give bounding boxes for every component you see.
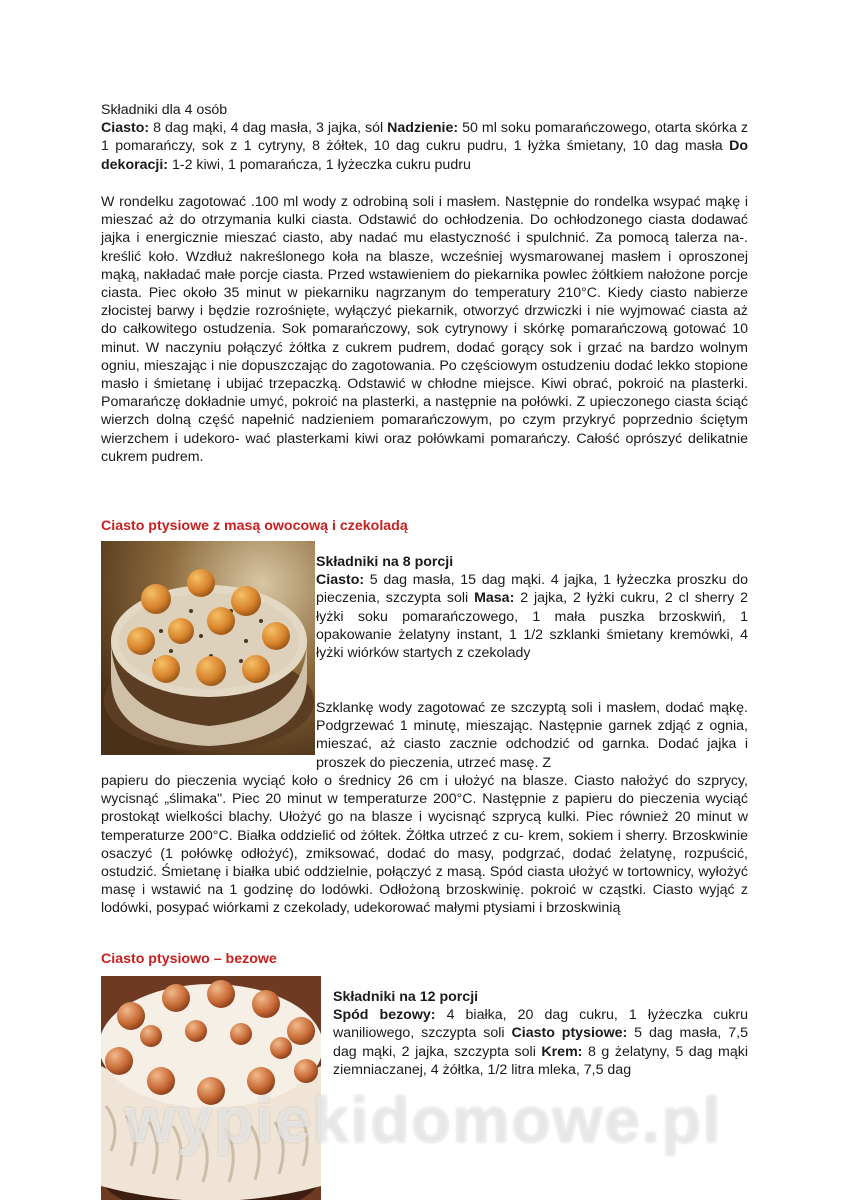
recipe1-method: W rondelku zagotować .100 ml wody z odrobiną soli i masłem. Następnie do rondelka wsypać mąkę i mieszać aż do otrzymania kulki ciasta. Odstawić do ochłodzenia. Do ochłodzonego ciasta dodawać jajka i energicznie mieszać ciasto, aby nadać mu elastyczność i spulchnić. Za pomocą talerza na-. kreślić koło. Wzdłuż nakreślonego koła na blasze, wcześniej wysmarowanej masłem i oproszonej mąką, nakładać małe porcje ciasta. Przed wstawieniem do piekarnika powlec żółtkiem nałożone porcje ciasta. Piec około 35 minut w piekarniku nagrzanym do temperatury 210°C. Kiedy ciasto nabierze złocistej barwy i będzie rozrośnięte, wyłączyć piekarnik, otworzyć drzwiczki i nie wyjmować ciasta aż do całkowitego ostudzenia. Sok pomarańczowy, sok cytrynowy i skórkę pomarańczową gotować 10 minut. W naczyniu połączyć żółtka z cukrem pudrem, dodać gorący sok i grzać na bardzo wolnym ogniu, mieszając i nie dopuszczając do zagotowania. Po częściowym ostudzeniu dodać lekko stopione masło i śmietanę i ubijać trzepaczką. Odstawić w chłodne miejsce. Kiwi obrać, pokroić na plasterki. Pomarańczę dokładnie umyć, pokroić na plasterki, a następnie na połówki. Z upieczonego ciasta ściąć wierzch dolną część napełnić nadzieniem pomarańczowym, po czym przykryć poprzednio ściętym wierzchem i udekoro- wać plasterkami kiwi oraz połówkami pomarańczy. Całość oprószyć delikatnie cukrem pudrem. — [101, 194, 748, 465]
recipe3-spod-label: Spód bezowy: — [333, 1007, 436, 1024]
recipe2-method-full: papieru do pieczenia wyciąć koło o średnicy 26 cm i ułożyć na blasze. Ciasto nałożyć do szprycy, wycisnąć „ślimaka". Piec 20 minut w temperaturze 200°C. Następnie z papieru do pieczenia wyciąć prostokąt wielkości blachy. Ułożyć go na blasze i wycisnąć szprycą kulki. Piec również 20 minut w temperaturze 200°C. Białka oddzielić od żółtek. Żółtka utrzeć z cu- krem, sokiem i sherry. Brzoskwinie osaczyć (1 połówkę odłożyć), zmiksować, dodać do masy, podgrzać, dodać żelatynę, rozpuścić, ostudzić. Śmietanę i białka ubić oddzielnie, połączyć z masą. Spód ciasta ułożyć w tortownicy, wyłożyć masę i wstawić na 1 godzinę do lodówki. Odłożoną brzoskwinię. pokroić w cząstki. Ciasto wyjąć z lodówki, posypać wiórkami z czekolady, udekorować małymi ptysiami i brzoskwinią — [101, 773, 748, 917]
recipe2-masa-text: 2 jajka, 2 łyżki cukru, 2 cl sherry 2 łyżki soku pomarańczowego, 1 mała puszka brzoskwiń, 1 opakowanie żelatyny instant, 1 1/2 szklanki śmietany kremówki, 4 łyżki wiórków startych z czekolady — [316, 590, 748, 662]
recipe3-ciasto-label: Ciasto ptysiowe: — [511, 1025, 628, 1042]
recipe2-cake-photo — [101, 541, 315, 755]
cake-photo-illustration — [101, 541, 315, 755]
recipe2-masa-label: Masa: — [474, 590, 515, 607]
recipe1-dekoracja-text: 1-2 kiwi, 1 pomarańcza, 1 łyżeczka cukru pudru — [168, 156, 471, 173]
recipe2-ingredients-list — [316, 571, 748, 662]
recipe2-ciasto-text: 5 dag masła, 15 dag mąki. 4 jajka, 1 łyżeczka proszku do pieczenia, szczypta soli — [316, 572, 748, 607]
site-watermark: wypiekidomowe.pl — [125, 1084, 723, 1156]
recipe1-ingredients-heading: Składniki dla 4 osób — [101, 102, 228, 118]
recipe2-title: Ciasto ptysiowe z masą owocową i czekoladą — [101, 518, 408, 534]
recipe1-ingredients-list — [101, 119, 748, 174]
recipe3-ingredients-heading: Składniki na 12 porcji — [333, 989, 479, 1005]
recipe1-nadzienie-label: Nadzienie: — [387, 120, 459, 137]
recipe3-krem-text: 8 g żelatyny, 5 dag mąki ziemniaczanej, 4 żółtka, 1/2 litra mleka, 7,5 dag — [333, 1043, 748, 1078]
recipe1-nadzienie-text: 50 ml soku pomarańczowego, otarta skórka z 1 pomarańczy, sok z 1 cytryny, 8 żółtek, 10 dag cukru pudru, 1 łyżka śmietany, 10 dag masła — [101, 120, 748, 155]
recipe2-ciasto-label: Ciasto: — [316, 572, 365, 589]
recipe3-ingredients — [333, 988, 748, 1079]
recipe3-title: Ciasto ptysiowo – bezowe — [101, 951, 277, 967]
recipe1-ingredients — [101, 101, 748, 174]
recipe2-ingredients — [316, 553, 748, 662]
recipe3-ciasto-text: 5 dag masła, 7,5 dag mąki, 2 jajka, szczypta soli — [333, 1025, 748, 1060]
recipe2-ingredients-heading: Składniki na 8 porcji — [316, 554, 454, 570]
recipe2-method-side: Szklankę wody zagotować ze szczyptą soli i masłem, dodać mąkę. Podgrzewać 1 minutę, mieszając. Następnie garnek zdjąć z ognia, mieszać, aż ciasto zacznie odchodzić od garnka. Dodać jajka i proszek do pieczenia, utrzeć masę. Z — [316, 700, 748, 771]
recipe3-ingredients-list — [333, 1006, 748, 1079]
recipe3-spod-text: 4 białka, 20 dag cukru, 1 łyżeczka cukru waniliowego, szczypta soli — [333, 1007, 748, 1042]
recipe3-krem-label: Krem: — [541, 1043, 583, 1060]
recipe1-ciasto-text: 8 dag mąki, 4 dag masła, 3 jajka, sól — [149, 120, 388, 137]
recipe1-dekoracja-label: Do dekoracji: — [101, 138, 748, 173]
recipe1-ciasto-label: Ciasto: — [101, 120, 150, 137]
